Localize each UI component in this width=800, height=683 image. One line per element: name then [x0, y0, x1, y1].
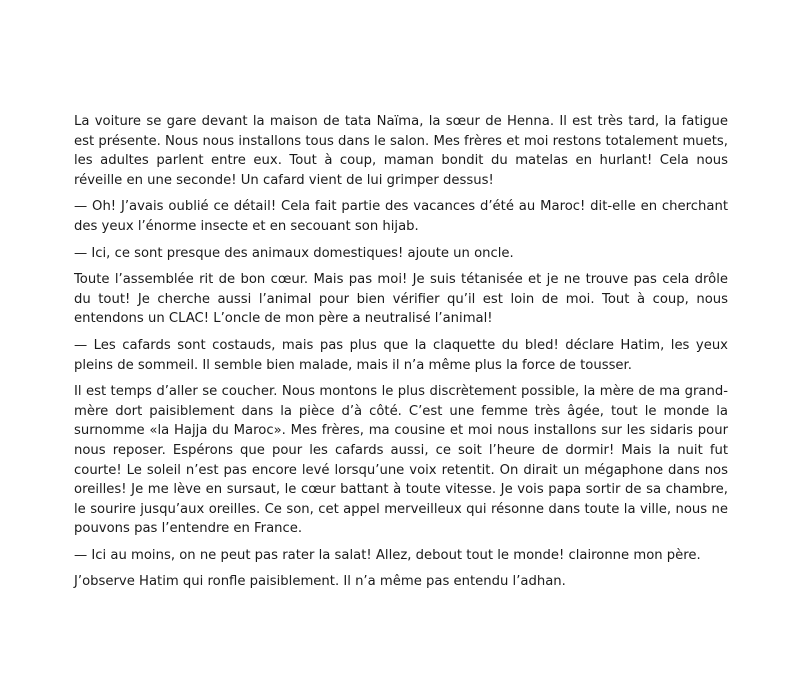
paragraph-mother-dialogue: — Oh! J’avais oublié ce détail! Cela fait partie des vacances d’été au Maroc! dit-elle en cherchant des yeux l’énorme insecte et en secouant son hijab.: [74, 199, 728, 234]
document-body: [74, 112, 728, 599]
paragraph-hatim-sleeps: J’observe Hatim qui ronfle paisiblement. Il n’a même pas entendu l’adhan.: [74, 574, 566, 590]
paragraph-arrival: La voiture se gare devant la maison de tata Naïma, la sœur de Henna. Il est très tard, la fatigue est présente. Nous nous installons tous dans le salon. Mes frères et moi restons totalement muets, les adultes parlent entre eux. Tout à coup, maman bondit du matelas en hurlant! Cela nous réveille en une seconde! Un cafard vient de lui grimper dessus!: [74, 114, 728, 188]
paragraph-uncle-dialogue: — Ici, ce sont presque des animaux domestiques! ajoute un oncle.: [74, 245, 514, 261]
paragraph-hatim-dialogue: — Les cafards sont costauds, mais pas plus que la claquette du bled! déclare Hatim, les yeux pleins de sommeil. Il semble bien malade, mais il n’a même plus la force de tousser.: [74, 337, 728, 373]
paragraph-assembly-laughs: Toute l’assemblée rit de bon cœur. Mais pas moi! Je suis tétanisée et je ne trouve pas cela drôle du tout! Je cherche aussi l’animal pour bien vérifier qu’il est loin de moi. Tout à coup, nous entendons un CLAC! L’oncle de mon père a neutralisé l’animal!: [74, 272, 728, 327]
paragraph-father-dialogue: — Ici au moins, on ne peut pas rater la salat! Allez, debout tout le monde! claironne mon père.: [74, 547, 701, 563]
paragraph-bedtime: Il est temps d’aller se coucher. Nous montons le plus discrètement possible, la mère de ma grand-mère dort paisiblement dans la pièce d’à côté. C’est une femme très âgée, tout le monde la surnomme «la Hajja du Maroc». Mes frères, ma cousine et moi nous installons sur les sidaris pour nous reposer. Espérons que pour les cafards aussi, ce soit l’heure de dormir! Mais la nuit fut courte! Le soleil n’est pas encore levé lorsqu’une voix retentit. On dirait un mégaphone dans nos oreilles! Je me lève en sursaut, le cœur battant à toute vitesse. Je vois papa sortir de sa chambre, le sourire jusqu’aux oreilles. Ce son, cet appel merveilleux qui résonne dans toute la ville, nous ne pouvons pas l’entendre en France.: [74, 384, 728, 537]
